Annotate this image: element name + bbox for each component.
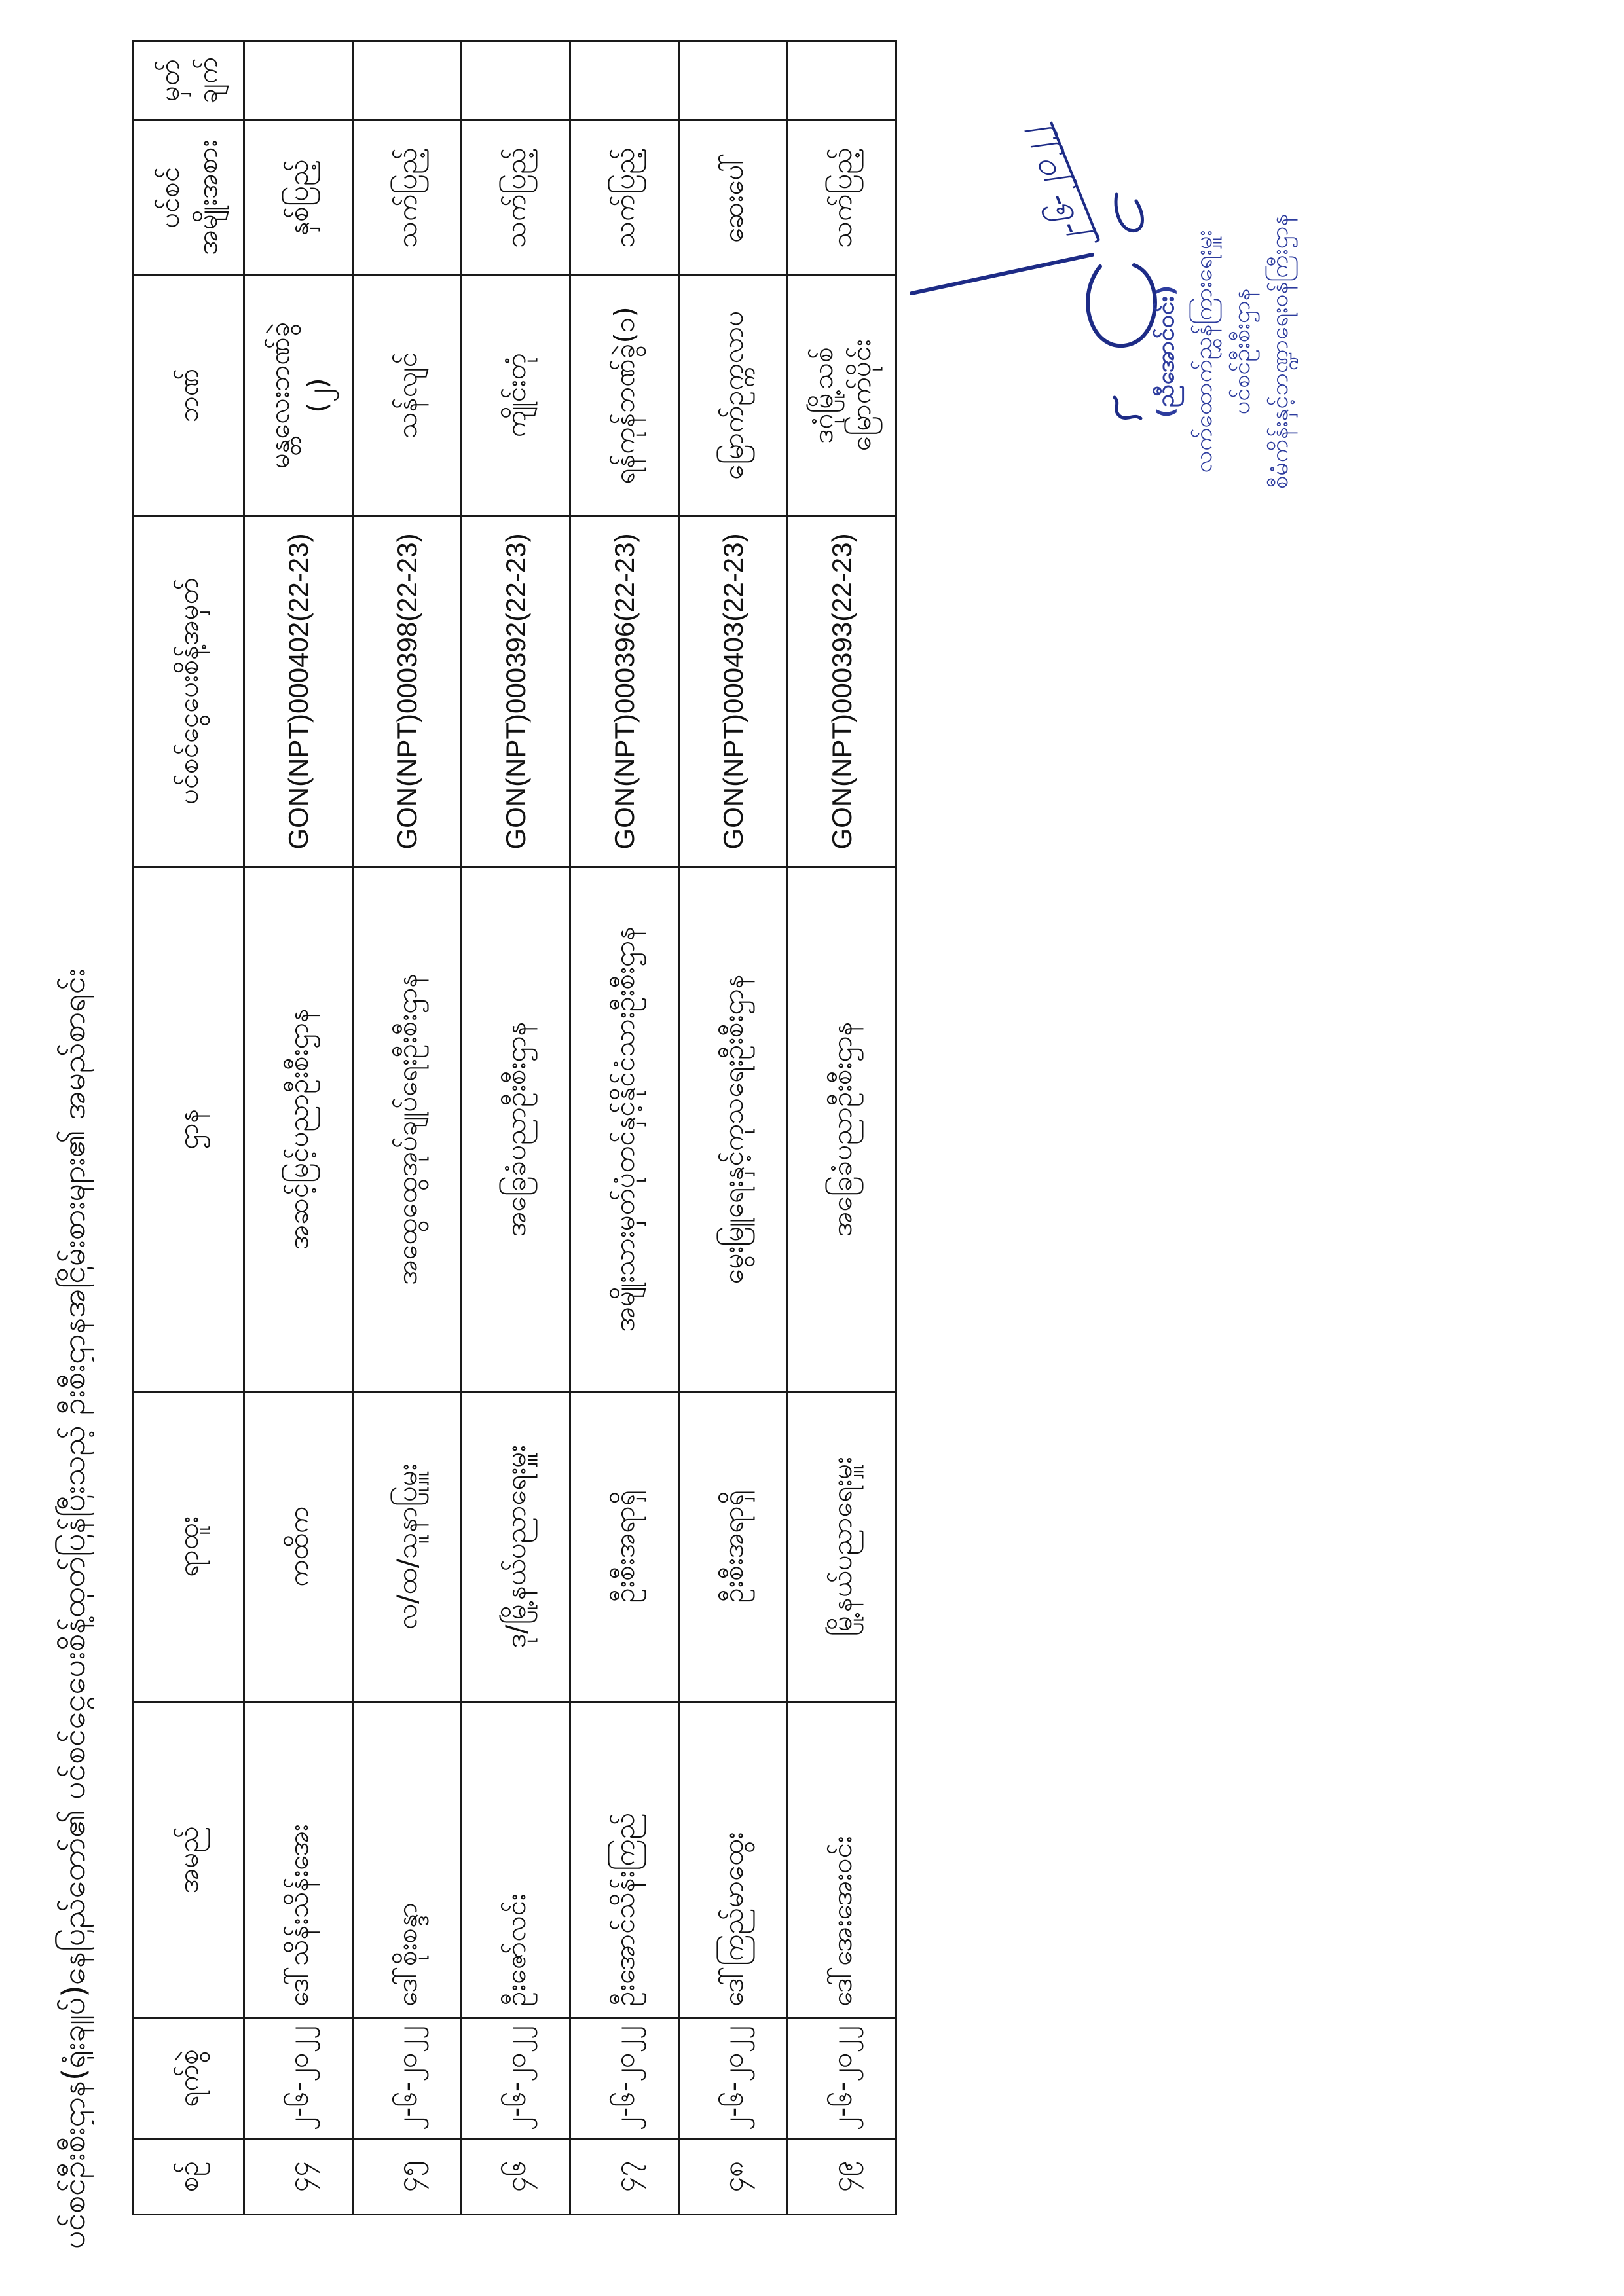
cell-pension-type: သက်ပြည့် <box>462 120 570 276</box>
cell-remark <box>570 41 679 120</box>
cell-remark <box>353 41 462 120</box>
cell-bank: ရန်ကုန်ဘဏ်ခွဲ(၁) <box>570 276 679 516</box>
header-remark: မှတ် ချက် <box>133 41 244 120</box>
document-title: ပင်စင်ဦးစီးဌာန(ရုံးချုပ်)နေပြည်တော်၏ ပင်စင်ငွေပေးစိန့်ထုတ်ပြန်ပြီးသည့် ဦးစီးဌာနအငြိမ်းစားများ၏ အမည်စာရင်း <box>56 968 92 2249</box>
cell-name: ဒေါ်သိန်းသိန်းအေး <box>244 1702 353 2018</box>
header-department: ဌာန <box>133 867 244 1392</box>
cell-bank: သန်လျင် <box>353 276 462 516</box>
pension-list-table <box>132 40 897 2215</box>
cell-department: အမျိုးသားမှတ်ပုံတင်နှင့်နိုင်ငံသားဦးစီးဌာန <box>570 867 679 1392</box>
cell-name: ဒေါ်ကြည်မာထွေး <box>679 1702 788 2018</box>
table-row <box>353 41 462 2215</box>
cell-position: လ/ထ/သူနာပြုမှူး <box>353 1392 462 1702</box>
cell-date: ၂-၆-၂၀၂၂ <box>462 2018 570 2139</box>
cell-position: ဒု/မြို့နယ်ပညာရေးမှူး <box>462 1392 570 1702</box>
handwritten-signature <box>884 168 1179 463</box>
cell-bank: ကျိုင်းတုံ <box>462 276 570 516</box>
cell-date: ၂-၆-၂၀၂၂ <box>788 2018 896 2139</box>
cell-date: ၂-၆-၂၀၂၂ <box>570 2018 679 2139</box>
cell-date: ၂-၆-၂၀၂၂ <box>244 2018 353 2139</box>
cell-pension-type: သက်ပြည့် <box>570 120 679 276</box>
header-no: စဉ် <box>133 2139 244 2215</box>
table-row <box>788 41 896 2215</box>
cell-position: ဦးစီးအရာရှိ <box>679 1392 788 1702</box>
cell-name: ဦးဇော်လင်း <box>462 1702 570 2018</box>
cell-remark <box>462 41 570 120</box>
header-bank: ဘဏ် <box>133 276 244 516</box>
cell-name: ဦးအောင်သိန်းကြည် <box>570 1702 679 2018</box>
cell-remark <box>788 41 896 120</box>
table-header-row <box>133 41 244 2215</box>
cell-order-no: GON(NPT)000403(22-23) <box>679 516 788 867</box>
cell-name: ဒေါ်စိုးစန္ဒာ <box>353 1702 462 2018</box>
stamp-officer-title: လက်ထောက်ညွှန်ကြားရေးမှူး <box>1190 230 1217 473</box>
cell-position: ဦးစီးအရာရှိ <box>570 1392 679 1702</box>
cell-position: ကထိက <box>244 1392 353 1702</box>
table-row <box>679 41 788 2215</box>
table-row <box>462 41 570 2215</box>
header-position: ရာထူး <box>133 1392 244 1702</box>
cell-no: ၄၇ <box>570 2139 679 2215</box>
cell-pension-type: နှစ်ပြည့် <box>244 120 353 276</box>
cell-bank: မန္တလေးဘဏ်ခွဲ (၂) <box>244 276 353 516</box>
signature-date: ၂-၆-၂၀၂၂ <box>1007 121 1100 258</box>
cell-date: ၂-၆-၂၀၂၂ <box>353 2018 462 2139</box>
cell-remark <box>679 41 788 120</box>
cell-department: မွေးမြူရေးနှင့်ကုသရေးဦးစီးဌာန <box>679 867 788 1392</box>
cell-order-no: GON(NPT)000396(22-23) <box>570 516 679 867</box>
header-pension-type: ပင်စင် အမျိုးအစား <box>133 120 244 276</box>
cell-order-no: GON(NPT)000392(22-23) <box>462 516 570 867</box>
table-row <box>244 41 353 2215</box>
cell-department: အခြေခံပညာဦးစီးဌာန <box>462 867 570 1392</box>
header-date: ရက်စွဲ <box>133 2018 244 2139</box>
cell-bank: ဒဂုံမြို့သစ် မြောက်ပိုင်း <box>788 276 896 516</box>
cell-no: ၄၄ <box>244 2139 353 2215</box>
stamp-department: ပင်စင်ဦးစီးဌာန <box>1228 288 1255 415</box>
cell-order-no: GON(NPT)000393(22-23) <box>788 516 896 867</box>
header-order-no: ပင်စင်ငွေပေးစိန့်အမှတ် <box>133 516 244 867</box>
cell-name: ဒေါ်အေးအေးဝင်း <box>788 1702 896 2018</box>
cell-no: ၄၉ <box>788 2139 896 2215</box>
official-stamp <box>1147 201 1299 502</box>
cell-department: အဆင့်မြင့်ပညာဦးစီးဌာန <box>244 867 353 1392</box>
cell-order-no: GON(NPT)000402(22-23) <box>244 516 353 867</box>
cell-no: ၄၆ <box>462 2139 570 2215</box>
cell-remark <box>244 41 353 120</box>
cell-department: အထွေထွေအုပ်ချုပ်ရေးဦးစီးဌာန <box>353 867 462 1392</box>
stamp-officer-name: (ညီအောင်ဝင်း) <box>1153 285 1179 418</box>
cell-bank: မြောက်ဥက္ကလာပ <box>679 276 788 516</box>
cell-position: မြို့နယ်ပညာရေးမှူး <box>788 1392 896 1702</box>
stamp-ministry: စီမံကိန်းနှင့်ဘဏ္ဍာရေးဝန်ကြီးဌာန <box>1266 213 1293 490</box>
header-name: အမည် <box>133 1702 244 2018</box>
cell-no: ၄၅ <box>353 2139 462 2215</box>
cell-no: ၄၈ <box>679 2139 788 2215</box>
cell-pension-type: သက်ပြည့် <box>788 120 896 276</box>
table-row <box>570 41 679 2215</box>
cell-pension-type: သက်ပြည့် <box>353 120 462 276</box>
cell-order-no: GON(NPT)000398(22-23) <box>353 516 462 867</box>
cell-department: အခြေခံပညာဦးစီးဌာန <box>788 867 896 1392</box>
cell-date: ၂-၆-၂၀၂၂ <box>679 2018 788 2139</box>
cell-pension-type: ဆေးပေါ် <box>679 120 788 276</box>
